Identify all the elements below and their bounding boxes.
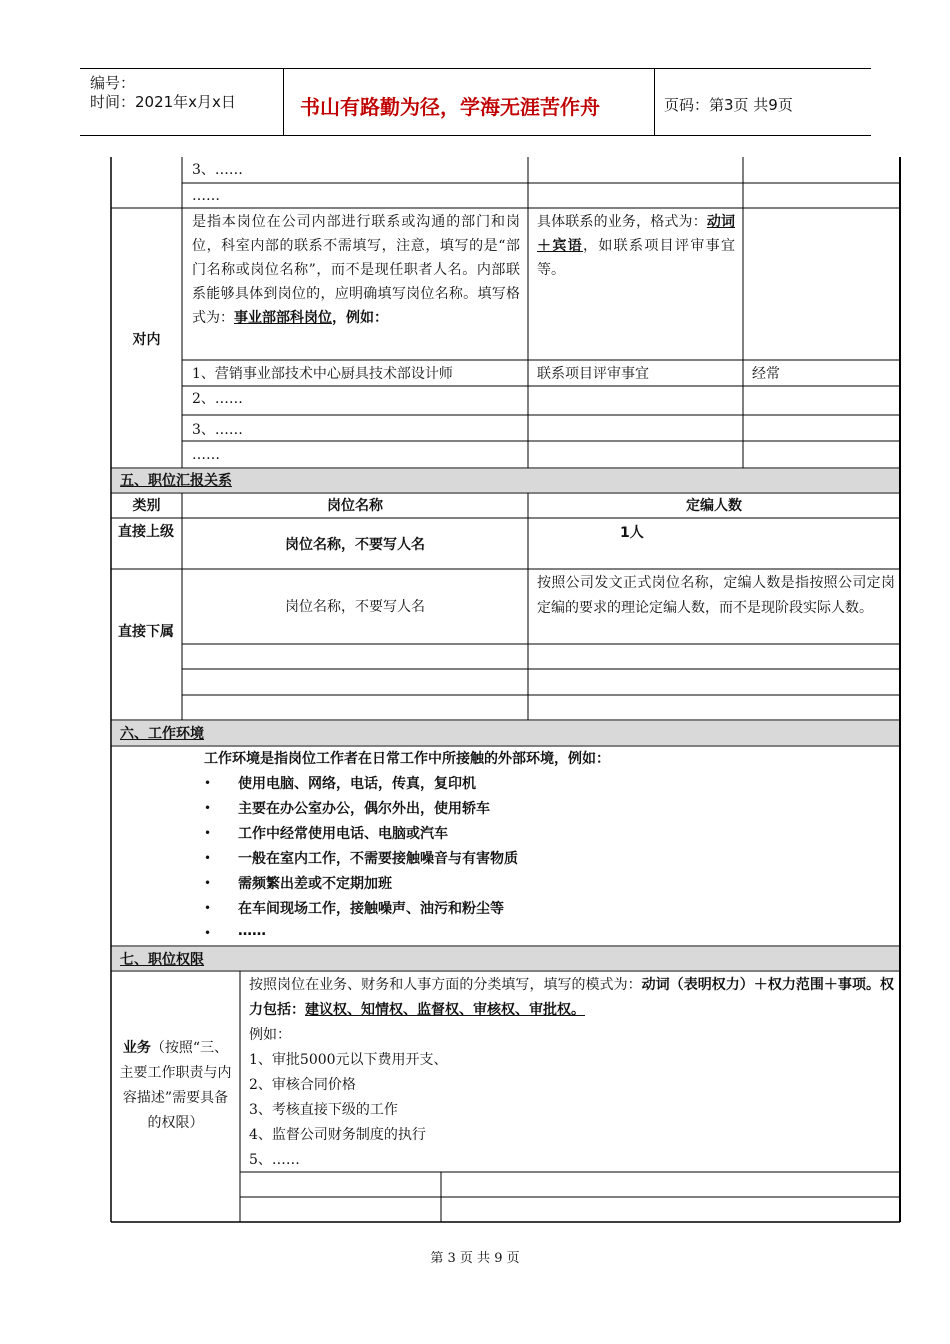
internal-desc-tail: ，例如：	[332, 310, 388, 326]
internal-content-text: 具体联系的业务，格式为：	[537, 214, 707, 230]
authority-item: 5、……	[249, 1152, 300, 1168]
section5-title: 五、职位汇报关系	[120, 473, 232, 489]
subordinate-quota: 按照公司发文正式岗位名称，定编人数是指按照公司定岗定编的要求的理论定编人数，而不是现阶段实际人数。	[537, 575, 895, 616]
env-item: 工作中经常使用电话、电脑或汽车	[238, 826, 448, 842]
header-motto: 书山有路勤为径，学海无涯苦作舟	[300, 95, 600, 119]
header-page-label: 页码：第3页 共9页	[664, 96, 793, 114]
doc-date-label: 时间：2021年x月x日	[90, 93, 236, 111]
external-row-more: ……	[192, 188, 220, 204]
env-item: ……	[238, 923, 266, 939]
external-row-3: 3、……	[192, 162, 243, 178]
env-item: 使用电脑、网络，电话，传真，复印机	[238, 776, 476, 792]
internal-row-3-post: 3、……	[192, 422, 243, 438]
internal-content-desc	[537, 210, 735, 282]
env-item: 在车间现场工作，接触噪声、油污和粉尘等	[238, 901, 504, 917]
subordinate-label: 直接下属	[118, 624, 174, 640]
authority-item: 2、审核合同价格	[249, 1077, 356, 1093]
superior-post: 岗位名称，不要写人名	[285, 537, 425, 553]
authority-desc-types: 建议权、知情权、监督权、审核权、审批权。	[305, 1002, 585, 1018]
env-item: 一般在室内工作，不需要接触噪音与有害物质	[238, 851, 518, 867]
env-bullet-icon: •	[204, 876, 212, 890]
section7-title: 七、职位权限	[120, 952, 204, 968]
section6-intro: 工作环境是指岗位工作者在日常工作中所接触的外部环境，例如：	[204, 751, 610, 767]
authority-label-bold: 业务	[122, 1040, 151, 1056]
section5-col-quota: 定编人数	[686, 498, 742, 514]
internal-content-tail: ，如联系项目评审事宜等。	[537, 238, 735, 278]
env-item: 主要在办公室办公，偶尔外出，使用轿车	[238, 801, 490, 817]
section6-title: 六、工作环境	[120, 726, 204, 742]
internal-row-1-freq: 经常	[752, 366, 780, 382]
env-bullet-icon: •	[204, 776, 212, 790]
env-item: 需频繁出差或不定期加班	[238, 876, 392, 892]
authority-item: 3、考核直接下级的工作	[249, 1102, 398, 1118]
authority-label	[116, 1036, 235, 1136]
internal-row-2-post: 2、……	[192, 391, 243, 407]
env-bullet-icon: •	[204, 826, 212, 840]
internal-row-4-post: ……	[192, 447, 220, 463]
internal-content-format: 动词＋宾语	[537, 214, 736, 254]
subordinate-post: 岗位名称，不要写人名	[285, 599, 425, 615]
superior-label: 直接上级	[118, 524, 174, 540]
env-bullet-icon: •	[204, 801, 212, 815]
section5-col-type: 类别	[132, 498, 161, 514]
env-bullet-icon: •	[204, 926, 212, 940]
internal-row-1-post: 1、营销事业部技术中心厨具技术部设计师	[192, 366, 453, 382]
authority-item: 4、监督公司财务制度的执行	[249, 1127, 426, 1143]
internal-row-1-content: 联系项目评审事宜	[537, 366, 649, 382]
doc-number-label: 编号：	[90, 74, 136, 92]
authority-description	[249, 973, 894, 1023]
superior-quota: 1人	[620, 525, 644, 541]
authority-item: 1、审批5000元以下费用开支、	[249, 1052, 448, 1068]
env-bullet-icon: •	[204, 901, 212, 915]
authority-desc-format: 动词（表明权力）＋权力范围＋事项。权力包括：	[249, 977, 895, 1018]
internal-desc-format: 事业部部科岗位	[234, 310, 332, 326]
authority-label-rest: （按照“三、主要工作职责与内容描述”需要具备的权限）	[119, 1040, 232, 1131]
internal-label: 对内	[132, 332, 161, 348]
internal-desc-text: 是指本岗位在公司内部进行联系或沟通的部门和岗位，科室内部的联系不需填写，注意，填写的是“部门名称或岗位名称”，而不是现任职者人名。内部联系能够具体到岗位的，应明确填写岗位名称。填写格式为：	[192, 214, 520, 326]
section5-col-post: 岗位名称	[327, 498, 383, 514]
authority-desc-text: 按照岗位在业务、财务和人事方面的分类填写，填写的模式为：	[249, 977, 642, 993]
page-footer: 第 3 页 共 9 页	[430, 1251, 520, 1266]
authority-example-label: 例如：	[249, 1027, 291, 1043]
env-bullet-icon: •	[204, 851, 212, 865]
internal-description	[192, 210, 520, 330]
